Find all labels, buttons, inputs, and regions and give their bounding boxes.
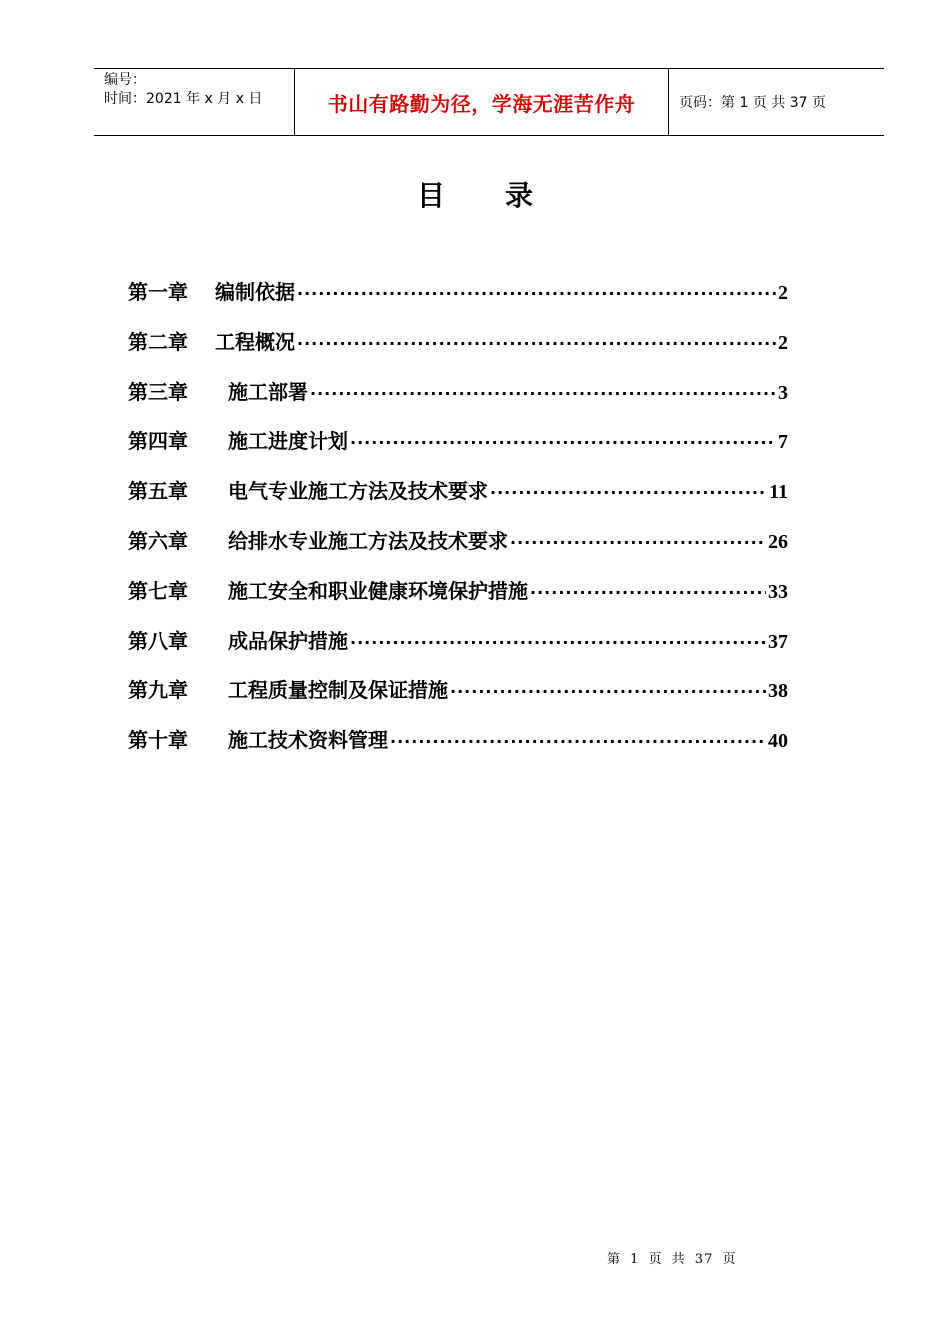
toc-chapter-number: 第五章 — [128, 479, 188, 504]
toc-leader-dots — [510, 533, 766, 552]
toc-chapter-title: 工程概况 — [215, 329, 295, 354]
toc-entry[interactable] — [128, 475, 788, 525]
header-meta — [94, 69, 295, 135]
toc-page-number: 7 — [778, 431, 788, 454]
toc-chapter-title: 给排水专业施工方法及技术要求 — [228, 528, 508, 553]
toc-entry[interactable] — [128, 525, 788, 575]
toc-leader-dots — [297, 334, 776, 353]
toc-chapter-title: 电气专业施工方法及技术要求 — [228, 479, 488, 504]
toc-page-number: 2 — [778, 331, 788, 354]
toc-entry[interactable] — [128, 276, 788, 326]
toc-chapter-title: 工程质量控制及保证措施 — [228, 678, 448, 703]
page-header — [94, 68, 884, 136]
toc-chapter-title: 施工进度计划 — [228, 429, 348, 454]
document-time-label: 时间：2021 年 x 月 x 日 — [104, 91, 263, 107]
toc-entry[interactable] — [128, 326, 788, 376]
document-number-label: 编号： — [104, 72, 146, 88]
toc-chapter-title: 成品保护措施 — [228, 628, 348, 653]
toc-page-number: 38 — [768, 680, 788, 703]
toc-entry[interactable] — [128, 575, 788, 625]
toc-leader-dots — [350, 433, 776, 452]
toc-leader-dots — [297, 284, 776, 303]
toc-chapter-title: 施工技术资料管理 — [228, 728, 388, 753]
toc-leader-dots — [350, 633, 766, 652]
toc-chapter-number: 第二章 — [128, 329, 188, 354]
toc-entry[interactable] — [128, 724, 788, 774]
page-footer: 第 1 页 共 37 页 — [607, 1252, 737, 1267]
toc-chapter-number: 第八章 — [128, 628, 188, 653]
toc-chapter-title: 编制依据 — [215, 280, 295, 304]
toc-chapter-number: 第三章 — [128, 379, 188, 404]
toc-chapter-number: 第十章 — [128, 728, 188, 753]
header-motto: 书山有路勤为径，学海无涯苦作舟 — [295, 69, 669, 135]
toc-leader-dots — [530, 583, 766, 602]
toc-entry[interactable] — [128, 425, 788, 475]
toc-page-number: 11 — [769, 481, 788, 504]
toc-entry[interactable] — [128, 625, 788, 675]
toc-page-number: 37 — [768, 630, 788, 653]
toc-chapter-number: 第七章 — [128, 578, 188, 603]
toc-chapter-title: 施工部署 — [228, 379, 308, 404]
toc-chapter-number: 第六章 — [128, 528, 188, 553]
toc-page-number: 33 — [768, 580, 788, 603]
toc-page-number: 2 — [778, 282, 788, 304]
toc-chapter-number: 第一章 — [128, 280, 188, 304]
toc-leader-dots — [450, 682, 766, 701]
header-page-info: 页码：第 1 页 共 37 页 — [679, 95, 826, 111]
toc-chapter-title: 施工安全和职业健康环境保护措施 — [228, 578, 528, 603]
toc-leader-dots — [390, 732, 766, 751]
page-title: 目录 — [416, 179, 593, 212]
toc-chapter-number: 第九章 — [128, 678, 188, 703]
toc-page-number: 26 — [768, 530, 788, 553]
toc-page-number: 3 — [778, 381, 788, 404]
table-of-contents — [128, 276, 788, 774]
toc-leader-dots — [490, 483, 767, 502]
toc-chapter-number: 第四章 — [128, 429, 188, 454]
toc-entry[interactable] — [128, 376, 788, 426]
toc-leader-dots — [310, 384, 776, 403]
toc-page-number: 40 — [768, 730, 788, 753]
toc-entry[interactable] — [128, 674, 788, 724]
